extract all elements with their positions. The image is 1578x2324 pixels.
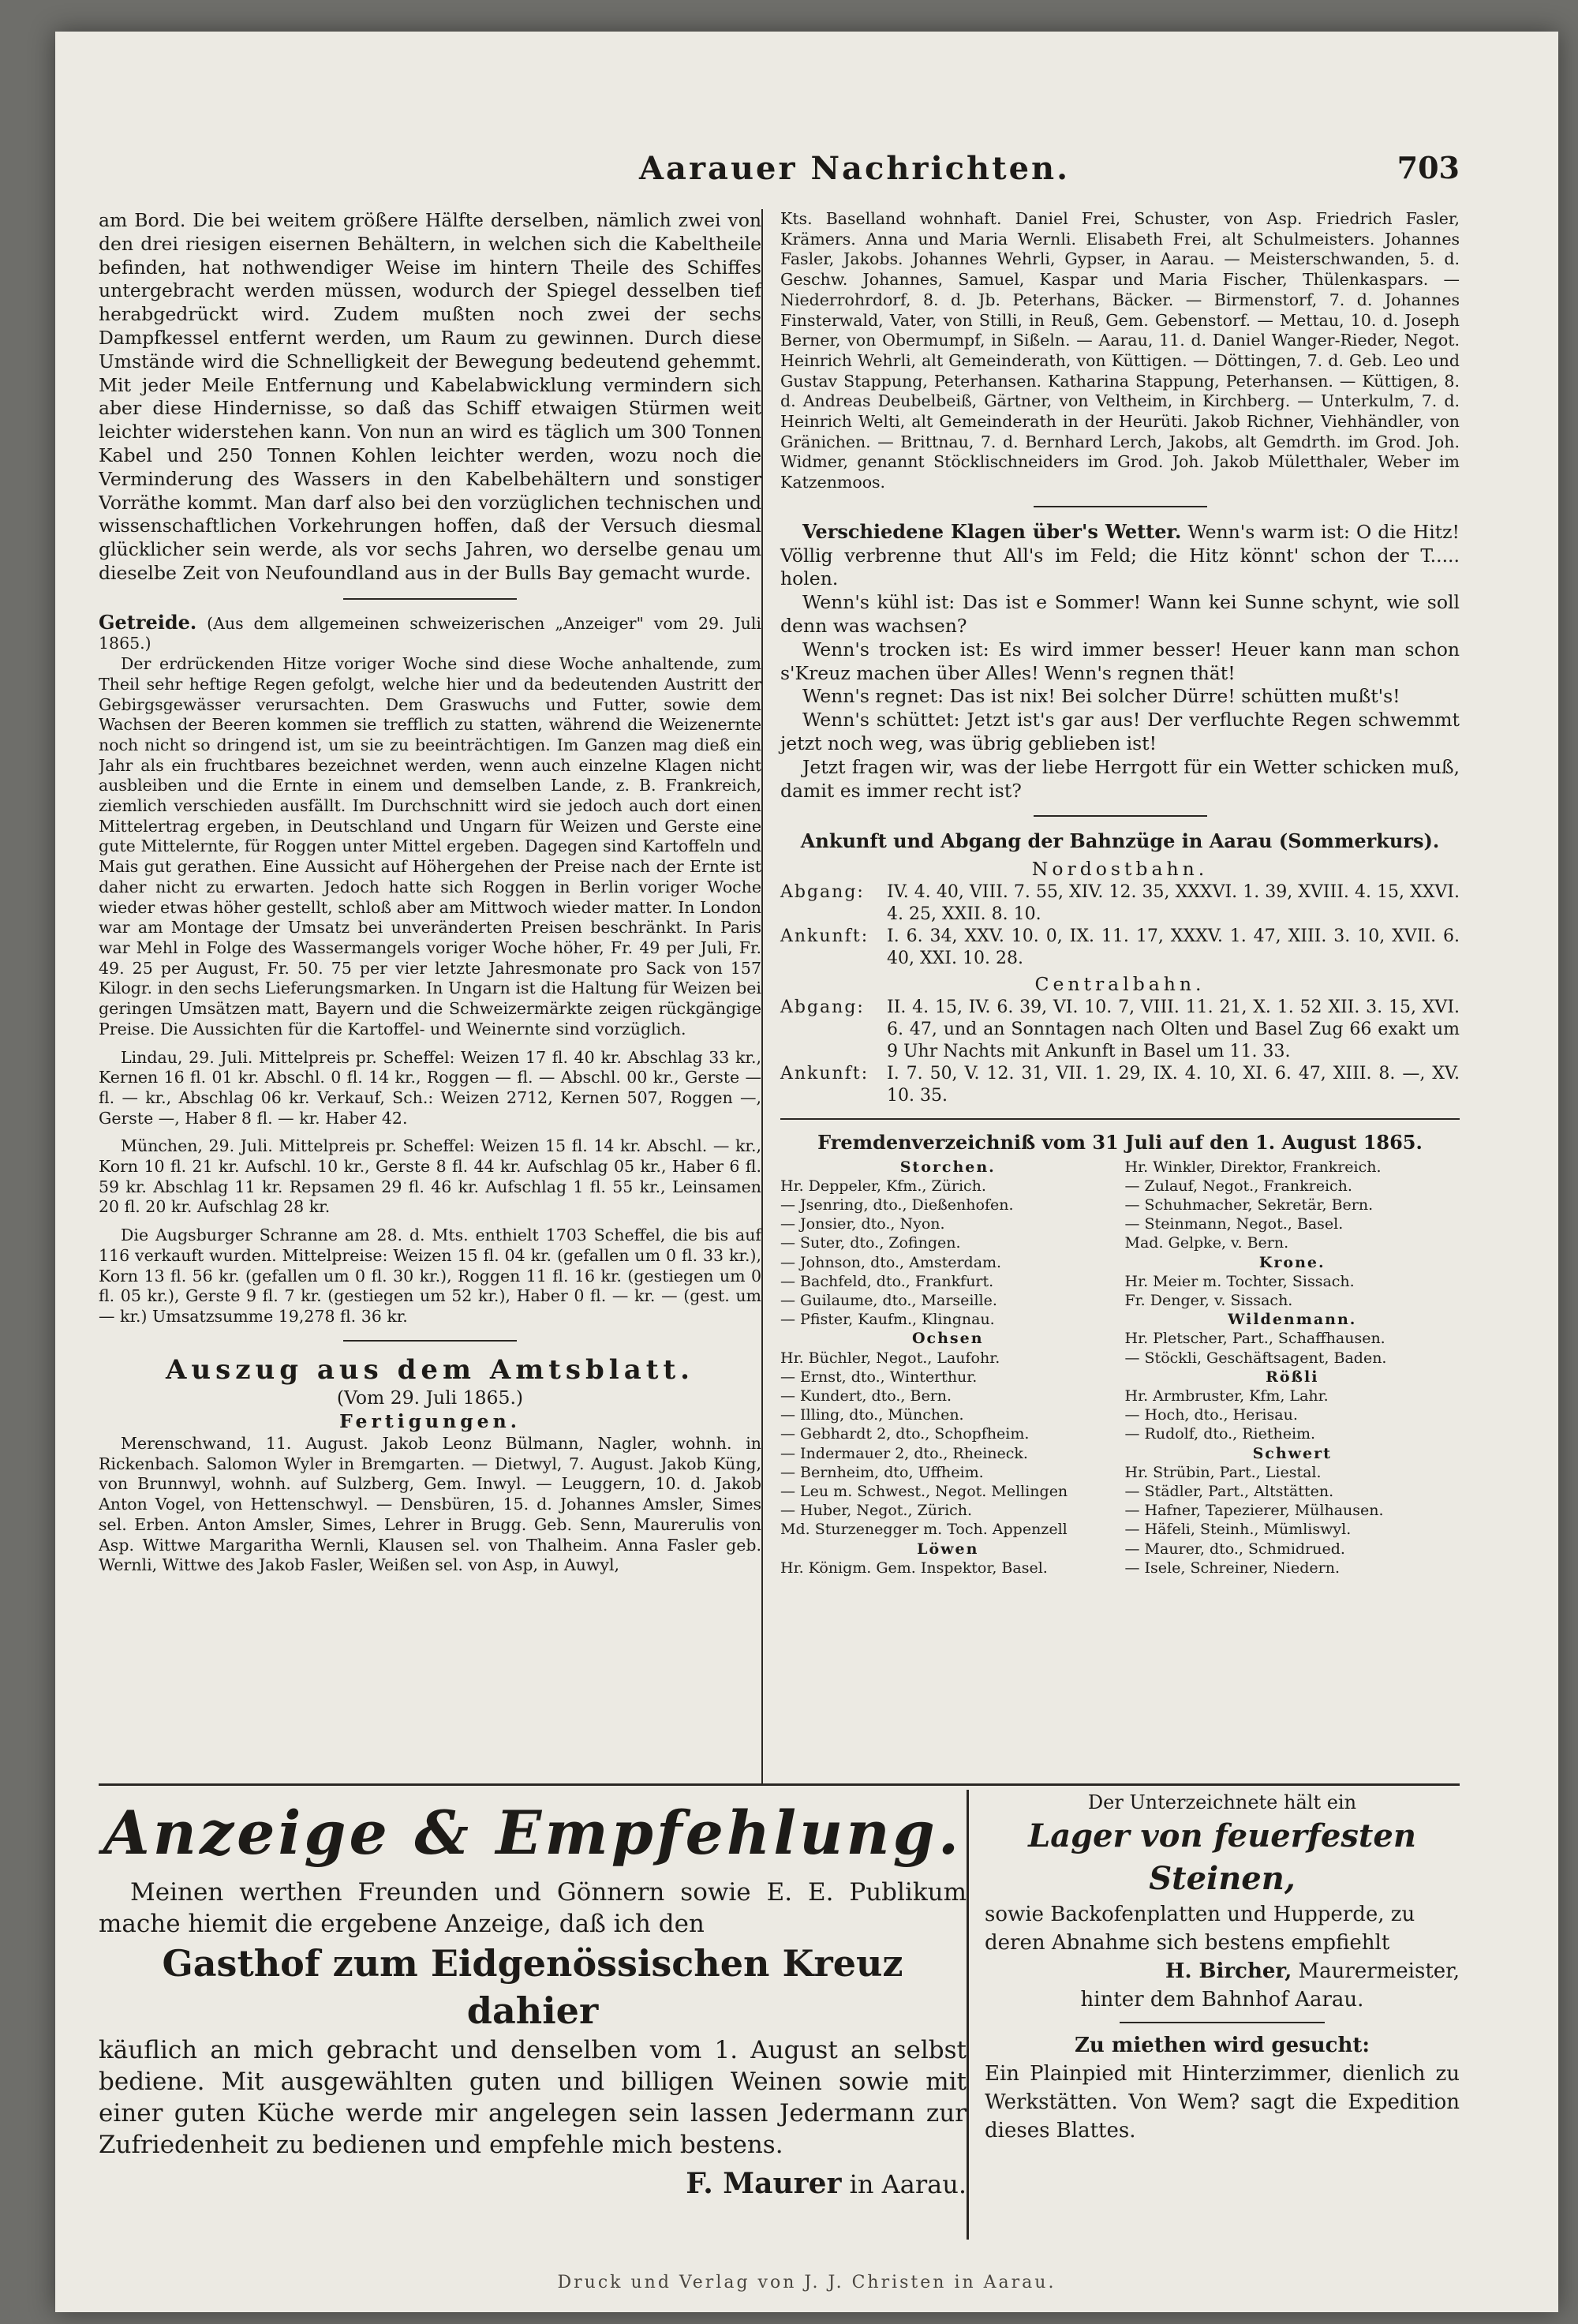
amtsblatt-date: (Vom 29. Juli 1865.) — [336, 1387, 524, 1409]
rail-label: Abgang: — [780, 882, 865, 902]
weather-line: Wenn's kühl ist: Das ist e Sommer! Wann kei Sunne schynt, wie soll denn was wachsen? — [780, 591, 1460, 638]
hotel-heading: Schwert — [1252, 1444, 1332, 1462]
nordost-table — [780, 881, 1460, 970]
bricks-intro: Der Unterzeichnete hält ein — [1087, 1791, 1357, 1813]
guest-entry: — Bachfeld, dto., Frankfurt. — [780, 1272, 994, 1290]
guest-entry: Mad. Gelpke, v. Bern. — [1124, 1234, 1289, 1252]
guest-entry: Hr. Armbruster, Kfm, Lahr. — [1124, 1387, 1329, 1405]
hotel-heading: Löwen — [917, 1540, 979, 1558]
guest-entry: — Hafner, Tapezierer, Mülhausen. — [1124, 1502, 1384, 1520]
fertigungen-title: Fertigungen. — [339, 1410, 521, 1433]
bricks-signature-name: H. Bircher, — [1165, 1959, 1292, 1983]
rail-label: Abgang: — [780, 997, 865, 1017]
bricks-body: sowie Backofenplatten und Hupperde, zu deren Abnahme sich bestens empfiehlt — [985, 1903, 1415, 1955]
weather-title: Verschiedene Klagen über's Wetter. — [802, 519, 1182, 543]
guest-entry: — Stöckli, Geschäftsagent, Baden. — [1124, 1349, 1387, 1367]
guest-entry: — Suter, dto., Zofingen. — [780, 1234, 961, 1252]
advertisement-inn — [99, 1790, 967, 2240]
guest-entry: — Johnson, dto., Amsterdam. — [780, 1253, 1002, 1271]
rail-label: Ankunft: — [780, 926, 869, 946]
fertigungen-continued: Kts. Baselland wohnhaft. Daniel Frei, Schuster, von Asp. Friedrich Fasler, Krämers. Anna und Maria Wernli. Elisabeth Frei, alt Schulmeisters. Johannes Fasler, Jakobs. Johannes Wehrli, Gypser, in Aarau. — Meisterschwanden, 5. d. Geschw. Johannes, Samuel, Kaspar und Maria Fischer, Thülenkaspars. — Niederrohrdorf, 8. d. Jb. Peterhans, Bäcker. — Birmenstorf, 7. d. Johannes Finsterwald, Vater, von Stilli, in Reuß, Gem. Gebenstorf. — Mettau, 10. d. Joseph Berner, von Obermumpf, in Sißeln. — Aarau, 11. d. Daniel Wanger-Rieder, Negot. Heinrich Wehrli, alt Gemeinderath, von Küttigen. — Döttingen, 7. d. Geb. Leo und Gustav Stappung, Peterhansen. Katharina Stappung, Peterhansen. — Küttigen, 8. d. Andreas Deubelbeiß, Gärtner, von Veltheim, in Kirchberg. — Unterkulm, 7. d. Heinrich Welti, alt Gemeinderath in der Heurüti. Jakob Richner, Viehhändler, von Gränichen. — Brittnau, 7. d. Bernhard Lerch, Jakobs, alt Gemdrth. im Grod. Joh. Widmer, genannt Stöcklischneiders im Grod. Joh. Jakob Mületthaler, Weber im Katzenmoos. — [780, 209, 1460, 492]
guest-entry: Hr. Königm. Gem. Inspektor, Basel. — [780, 1559, 1048, 1577]
hotel-heading: Krone. — [1258, 1253, 1326, 1271]
rental-title: Zu miethen wird gesucht: — [1074, 2034, 1370, 2057]
guest-entry: Hr. Winkler, Direktor, Frankreich. — [1124, 1158, 1382, 1176]
nordost-abgang: IV. 4. 40, VIII. 7. 55, XIV. 12. 35, XXXVI. 1. 39, XVIII. 4. 15, XXVI. 4. 25, XXII. 8. 10. — [887, 882, 1460, 924]
rail-label: Ankunft: — [780, 1063, 869, 1083]
ad-title: Anzeige & Empfehlung. — [103, 1798, 963, 1868]
guest-entry: Md. Sturzenegger m. Toch. Appenzell — [780, 1521, 1068, 1539]
guest-register — [780, 1158, 1460, 1577]
guest-entry: — Pfister, Kaufm., Klingnau. — [780, 1311, 995, 1329]
divider — [1120, 2022, 1325, 2023]
printer-imprint: Druck und Verlag von J. J. Christen in Aarau. — [557, 2273, 1056, 2292]
hotel-heading: Storchen. — [899, 1158, 996, 1176]
guest-entry: — Maurer, dto., Schmidrued. — [1124, 1540, 1345, 1558]
central-table — [780, 997, 1460, 1107]
divider — [343, 598, 517, 600]
divider — [99, 1783, 1460, 1786]
page-number: 703 — [1397, 150, 1460, 185]
divider — [780, 1118, 1460, 1120]
hotel-heading: Ochsen — [911, 1330, 984, 1348]
guest-entry: — Jonsier, dto., Nyon. — [780, 1215, 945, 1233]
grain-title: Getreide. — [99, 610, 197, 634]
guest-entry: — Bernheim, dto, Uffheim. — [780, 1463, 984, 1481]
divider — [1034, 815, 1207, 817]
guest-entry: — Jsenring, dto., Dießenhofen. — [780, 1196, 1014, 1214]
bricks-signature-place: hinter dem Bahnhof Aarau. — [1080, 1988, 1364, 2012]
right-column — [761, 209, 1460, 1783]
ad-body-1: Meinen werthen Freunden und Gönnern sowie E. E. Publikum mache hiemit die ergebene Anzeige, daß ich den — [99, 1878, 967, 1938]
ad-signature — [99, 2167, 967, 2200]
guest-entry: — Indermauer 2, dto., Rheineck. — [780, 1444, 1028, 1462]
rental-body: Ein Plainpied mit Hinterzimmer, dienlich zu Werkstätten. Von Wem? sagt die Expedition dieses Blattes. — [985, 2062, 1460, 2142]
guest-register-col1 — [780, 1158, 1116, 1577]
central-title: Centralbahn. — [1034, 973, 1206, 995]
market-lindau: Lindau, 29. Juli. Mittelpreis pr. Scheffel: Weizen 17 fl. 40 kr. Abschlag 33 kr., Kernen 16 fl. 01 kr. Abschl. 0 fl. 14 kr., Roggen — fl. — Abschl. 00 kr., Gerste — fl. — kr., Abschlag 06 kr. Verkauf, Sch.: Weizen 2712, Kernen 507, Roggen —, Gerste —, Haber 8 fl. — kr. Haber 42. — [99, 1047, 761, 1128]
guest-entry: — Leu m. Schwest., Negot. Mellingen — [780, 1483, 1068, 1501]
weather-line: Wenn's schüttet: Jetzt ist's gar aus! Der verfluchte Regen schwemmt jetzt noch weg, was übrig geblieben ist! — [780, 709, 1460, 755]
guest-entry: — Schuhmacher, Sekretär, Bern. — [1124, 1196, 1374, 1214]
amtsblatt-title: Auszug aus dem Amtsblatt. — [166, 1353, 694, 1386]
guest-entry: — Gebhardt 2, dto., Schopfheim. — [780, 1425, 1030, 1443]
guest-entry: — Ernst, dto., Winterthur. — [780, 1368, 978, 1386]
divider — [343, 1340, 517, 1342]
bricks-title: Lager von feuerfesten Steinen, — [1028, 1817, 1416, 1897]
newspaper-page — [55, 32, 1558, 2312]
guest-entry: — Illing, dto., München. — [780, 1406, 964, 1424]
central-ankunft: I. 7. 50, V. 12. 31, VII. 1. 29, IX. 4. 10, XI. 6. 47, XIII. 8. —, XV. 10. 35. — [887, 1063, 1460, 1106]
guest-entry: — Huber, Negot., Zürich. — [780, 1502, 973, 1520]
guest-entry: — Zulauf, Negot., Frankreich. — [1124, 1177, 1352, 1195]
advertisement-bricks — [967, 1790, 1460, 2240]
guest-entry: Hr. Büchler, Negot., Laufohr. — [780, 1349, 1000, 1367]
market-augsburg: Die Augsburger Schranne am 28. d. Mts. enthielt 1703 Scheffel, die bis auf 116 verkauft wurden. Mittelpreise: Weizen 15 fl. 04 kr. (gefallen um 0 fl. 33 kr.), Korn 13 fl. 56 kr. (gefallen um 0 fl. 30 kr.), Roggen 11 fl. 16 kr. (gestiegen um 0 fl. 05 kr.), Gerste 9 fl. 7 kr. (gestiegen um 52 kr.), Haber 0 fl. — kr. — (gest. um — kr.) Umsatzsumme 19,278 fl. 36 kr. — [99, 1226, 761, 1326]
ad-hotel-name: Gasthof zum Eidgenössischen Kreuz dahier — [162, 1942, 903, 2032]
guest-entry: — Städler, Part., Altstätten. — [1124, 1483, 1334, 1501]
divider — [1034, 506, 1207, 507]
fertigungen-text: Merenschwand, 11. August. Jakob Leonz Bülmann, Nagler, wohnh. in Rickenbach. Salomon Wyler in Bremgarten. — Dietwyl, 7. August. Jakob Küng, von Brunnwyl, wohnh. auf Sulzberg, Gem. Inwyl. — Leuggern, 10. d. Jakob Anton Vogel, von Hettenschwyl. — Densbüren, 15. d. Johannes Amsler, Simes sel. Erben. Anton Amsler, Simes, Lehrer in Brugg. Geb. Senn, Maurerulis von Asp. Wittwe Margaritha Wernli, Klausen sel. von Thalheim. Anna Fasler geb. Wernli, Wittwe des Jakob Fasler, Weißen sel. von Asp, in Auwyl, — [99, 1434, 761, 1575]
nordost-ankunft: I. 6. 34, XXV. 10. 0, IX. 11. 17, XXXV. 1. 47, XIII. 3. 10, XVII. 6. 40, XXI. 10. 28. — [887, 926, 1460, 968]
market-muenchen: München, 29. Juli. Mittelpreis pr. Scheffel: Weizen 15 fl. 14 kr. Abschl. — kr., Korn 10 fl. 21 kr. Aufschl. 10 kr., Gerste 8 fl. 44 kr. Aufschlag 05 kr., Haber 6 fl. 59 kr. Abschlag 11 kr. Repsamen 29 fl. 46 kr. Aufschlag 1 fl. 55 kr., Leinsamen 20 fl. 20 kr. Aufschlag 28 kr. — [99, 1136, 761, 1217]
nordost-title: Nordostbahn. — [1031, 858, 1209, 881]
weather-line: Wenn's regnet: Das ist nix! Bei solcher Dürre! schütten mußt's! — [802, 685, 1400, 708]
guest-entry: Hr. Meier m. Tochter, Sissach. — [1124, 1272, 1355, 1290]
central-abgang: II. 4. 15, IV. 6. 39, VI. 10. 7, VIII. 11. 21, X. 1. 52 XII. 3. 15, XVI. 6. 47, und an Sonntagen nach Olten und Basel Zug 66 exakt um 9 Uhr Nachts mit Ankunft in Basel um 11. 33. — [887, 997, 1460, 1061]
weather-line: Jetzt fragen wir, was der liebe Herrgott für ein Wetter schicken muß, damit es immer recht ist? — [780, 755, 1460, 802]
newspaper-title: Aarauer Nachrichten. — [639, 150, 1071, 187]
guest-entry: — Kundert, dto., Bern. — [780, 1387, 952, 1405]
guest-entry: — Isele, Schreiner, Niedern. — [1124, 1559, 1341, 1577]
fremden-title: Fremdenverzeichniß vom 31 Juli auf den 1. August 1865. — [817, 1130, 1423, 1154]
guest-entry: Hr. Deppeler, Kfm., Zürich. — [780, 1177, 986, 1195]
guest-entry: — Steinmann, Negot., Basel. — [1124, 1215, 1344, 1233]
ad-signature-place: in Aarau. — [849, 2169, 967, 2199]
grain-source: (Aus dem allgemeinen schweizerischen „Anzeiger" vom 29. Juli 1865.) — [99, 613, 761, 653]
weather-line: Wenn's trocken ist: Es wird immer besser! Heuer kann man schon s'Kreuz machen über Alles! Wenn's regnen thät! — [780, 638, 1460, 684]
cable-article: am Bord. Die bei weitem größere Hälfte derselben, nämlich zwei von den drei riesigen eisernen Behältern, in welchen sich die Kabeltheile befinden, hat nothwendiger Weise im hintern Theile des Schiffes untergebracht werden müssen, wodurch der Spiegel desselben tief herabgedrückt wird. Zudem mußten noch zwei der sechs Dampfkessel entfernt werden, um Raum zu gewinnen. Durch diese Umstände wird die Schnelligkeit der Bewegung bedeutend gehemmt. Mit jeder Meile Entfernung und Kabelabwicklung vermindern sich aber diese Hindernisse, so daß das Schiff etwaigen Stürmen weit leichter widerstehen kann. Von nun an wird es täglich um 300 Tonnen Kabel und 250 Tonnen Kohlen leichter werden, wozu noch die Verminderung des Wassers in den Kabelbehältern und sonstiger Vorräthe kommt. Man darf also bei den vorzüglichen technischen und wissenschaftlichen Vorkehrungen hoffen, daß der Versuch diesmal glücklicher sein werde, als vor sechs Jahren, wo derselbe genau um dieselbe Zeit von Neufoundland aus in der Bulls Bay gemacht wurde. — [99, 209, 761, 584]
guest-entry: — Guilaume, dto., Marseille. — [780, 1292, 997, 1310]
rail-title: Ankunft und Abgang der Bahnzüge in Aarau (Sommerkurs). — [800, 829, 1440, 853]
hotel-heading: Rößli — [1266, 1368, 1319, 1386]
bricks-signature-role: Maurermeister, — [1298, 1959, 1460, 1983]
left-column — [99, 209, 761, 1783]
guest-entry: — Häfeli, Steinh., Mümliswyl. — [1124, 1521, 1352, 1539]
guest-entry: — Hoch, dto., Herisau. — [1124, 1406, 1298, 1424]
guest-register-col2 — [1125, 1158, 1460, 1577]
ad-body-2: käuflich an mich gebracht und denselben vom 1. August an selbst bediene. Mit ausgewählten guten und billigen Weinen sowie mit einer guten Küche werde mir angelegen sein lassen Jedermann zur Zufriedenheit zu bedienen und empfehle mich bestens. — [99, 2036, 967, 2159]
guest-entry: Hr. Pletscher, Part., Schaffhausen. — [1124, 1330, 1385, 1348]
guest-entry: Hr. Strübin, Part., Liestal. — [1124, 1463, 1322, 1481]
page-header — [158, 150, 1460, 205]
hotel-heading: Wildenmann. — [1228, 1311, 1357, 1329]
guest-entry: Fr. Denger, v. Sissach. — [1124, 1292, 1293, 1310]
grain-report: Der erdrückenden Hitze voriger Woche sind diese Woche anhaltende, zum Theil sehr heftige Regen gefolgt, welche hier und da bedeutenden Austritt der Gebirgsgewässer verursachten. Dem Graswuchs und Futter, sowie dem Wachsen der Beeren kommen sie trefflich zu statten, während die Weizenernte noch nicht so dringend ist, um sie zu beeinträchtigen. Im Ganzen mag dieß ein Jahr als ein fruchtbares bezeichnet werden, wenn auch einzelne Klagen nicht ausbleiben und die Ernte in einem und demselben Lande, z. B. Frankreich, ziemlich verschieden ausfällt. Im Durchschnitt wird sie jedoch auch dort einen Mittelertrag ergeben, in Deutschland und Ungarn für Weizen und Gerste eine gute Mittelernte, für Roggen unter Mittel ergeben. Dagegen sind Kartoffeln und Mais gut gerathen. Eine Aussicht auf Höhergehen der Preise nach der Ernte ist daher nicht zu erwarten. Jedoch hatte sich Roggen in Berlin voriger Woche wieder etwas höher gestellt, schloß aber am Mittwoch wieder matter. In London war am Montage der Umsatz bei unveränderten Preisen beschränkt. In Paris war Mehl in Folge des Wassermangels voriger Woche höher, Fr. 49 per Juli, Fr. 49. 25 per August, Fr. 50. 75 per vier letzte Jahresmonate pro Sack von 157 Kilogr. in den sechs Lieferungsmarken. In Ungarn ist die Haltung für Weizen bei geringen Umsätzen matt, Bayern und die Schweizermärkte zeigen rückgängige Preise. Die Aussichten für die Kartoffel- und Weinernte sind vorzüglich. — [99, 654, 761, 1039]
guest-entry: — Rudolf, dto., Rietheim. — [1124, 1425, 1316, 1443]
weather-line: Wenn's warm ist: O die Hitz! Völlig verbrenne thut All's im Feld; die Hitz könnt' schon der T..... holen. — [780, 520, 1460, 590]
ad-signature-name: F. Maurer — [686, 2167, 842, 2200]
